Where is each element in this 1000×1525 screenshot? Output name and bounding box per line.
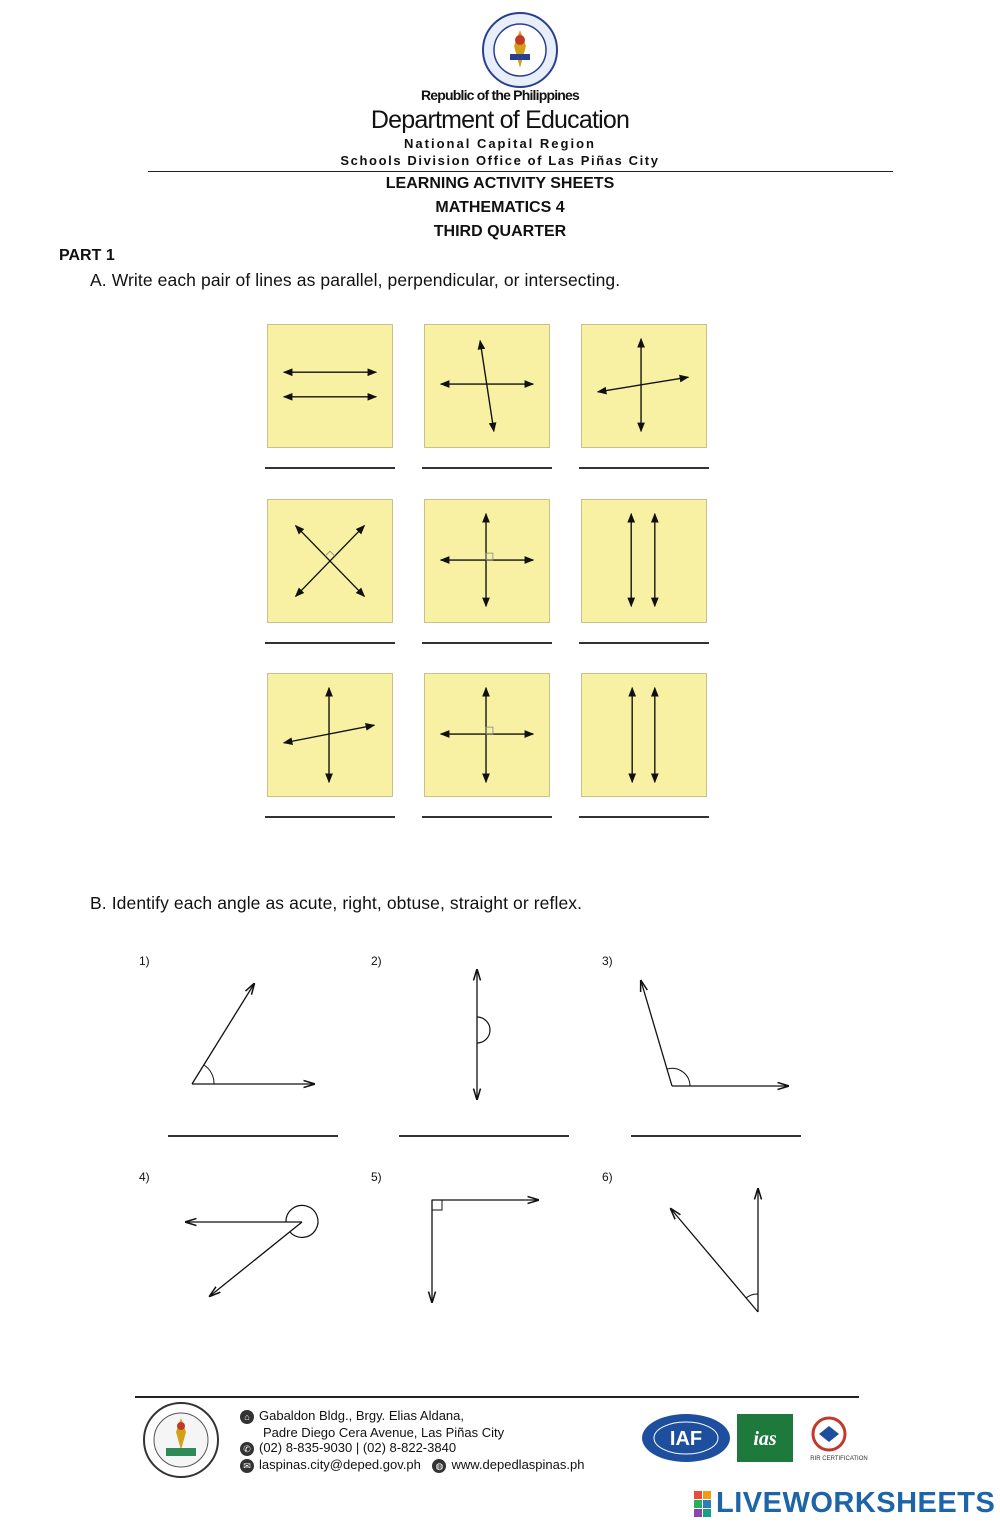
angle-answer-2[interactable]	[399, 1135, 569, 1137]
line-box-5	[424, 499, 550, 623]
answer-line-4[interactable]	[265, 642, 395, 644]
line-box-1	[267, 324, 393, 448]
ias-logo	[737, 1414, 793, 1462]
angle-figure-4	[180, 1195, 330, 1305]
division-logo	[136, 1400, 226, 1480]
footer-address-1	[240, 1408, 464, 1424]
answer-line-9[interactable]	[579, 816, 709, 818]
angle-number-1: 1)	[139, 954, 150, 968]
footer-contact	[240, 1457, 584, 1473]
angle-figure-6	[662, 1185, 772, 1315]
answer-line-5[interactable]	[422, 642, 552, 644]
angle-number-3: 3)	[602, 954, 613, 968]
line-box-9	[581, 673, 707, 797]
angle-number-4: 4)	[139, 1170, 150, 1184]
answer-line-6[interactable]	[579, 642, 709, 644]
rir-logo	[805, 1414, 869, 1464]
sheet-title: LEARNING ACTIVITY SHEETS	[385, 175, 615, 192]
region-name: National Capital Region	[404, 136, 596, 151]
answer-line-1[interactable]	[265, 467, 395, 469]
deped-seal	[474, 10, 566, 90]
line-box-4	[267, 499, 393, 623]
angle-figure-5	[420, 1188, 545, 1308]
angle-figure-2	[460, 965, 500, 1105]
quarter-title: THIRD QUARTER	[433, 223, 567, 240]
footer-divider	[135, 1396, 859, 1398]
angle-answer-1[interactable]	[168, 1135, 338, 1137]
subject-title: MATHEMATICS 4	[435, 199, 565, 216]
angle-number-2: 2)	[371, 954, 382, 968]
line-box-8	[424, 673, 550, 797]
republic-line: Republic of the Philippines	[420, 87, 580, 103]
answer-line-3[interactable]	[579, 467, 709, 469]
angle-number-6: 6)	[602, 1170, 613, 1184]
line-box-6	[581, 499, 707, 623]
instruction-b: B. Identify each angle as acute, right, obtuse, straight or reflex.	[90, 893, 583, 913]
footer-phone	[240, 1440, 456, 1456]
phone-numbers: (02) 8-835-9030 | (02) 8-822-3840	[259, 1440, 457, 1455]
liveworksheets-logo[interactable]	[692, 1487, 997, 1521]
instruction-a: A. Write each pair of lines as parallel, perpendicular, or intersecting.	[90, 270, 621, 290]
liveworksheets-text: LIVEWORKSHEETS	[716, 1487, 996, 1519]
globe-icon: ◍	[432, 1459, 446, 1473]
angle-answer-3[interactable]	[631, 1135, 801, 1137]
iaf-logo	[640, 1412, 733, 1464]
answer-line-7[interactable]	[265, 816, 395, 818]
line-box-7	[267, 673, 393, 797]
answer-line-8[interactable]	[422, 816, 552, 818]
part-label: PART 1	[59, 247, 115, 264]
address-line-2: Padre Diego Cera Avenue, Las Piñas City	[263, 1425, 505, 1440]
website-link[interactable]: www.depedlaspinas.ph	[451, 1457, 585, 1472]
department-name: Department of Education	[370, 106, 630, 134]
header-divider	[148, 171, 893, 172]
iaf-text: IAF	[669, 1428, 703, 1450]
angle-figure-1	[180, 975, 330, 1100]
rir-text: RIR CERTIFICATION	[810, 1456, 868, 1462]
email-link[interactable]: laspinas.city@deped.gov.ph	[259, 1457, 421, 1472]
address-line-1: Gabaldon Bldg., Brgy. Elias Aldana,	[259, 1408, 464, 1423]
angle-figure-3	[628, 975, 798, 1100]
mail-icon: ✉	[240, 1459, 254, 1473]
line-box-2	[424, 324, 550, 448]
home-icon: ⌂	[240, 1410, 254, 1424]
phone-icon: ✆	[240, 1442, 254, 1456]
angle-number-5: 5)	[371, 1170, 382, 1184]
ias-text: ias	[753, 1428, 777, 1450]
line-box-3	[581, 324, 707, 448]
answer-line-2[interactable]	[422, 467, 552, 469]
division-name: Schools Division Office of Las Piñas City	[340, 153, 660, 168]
